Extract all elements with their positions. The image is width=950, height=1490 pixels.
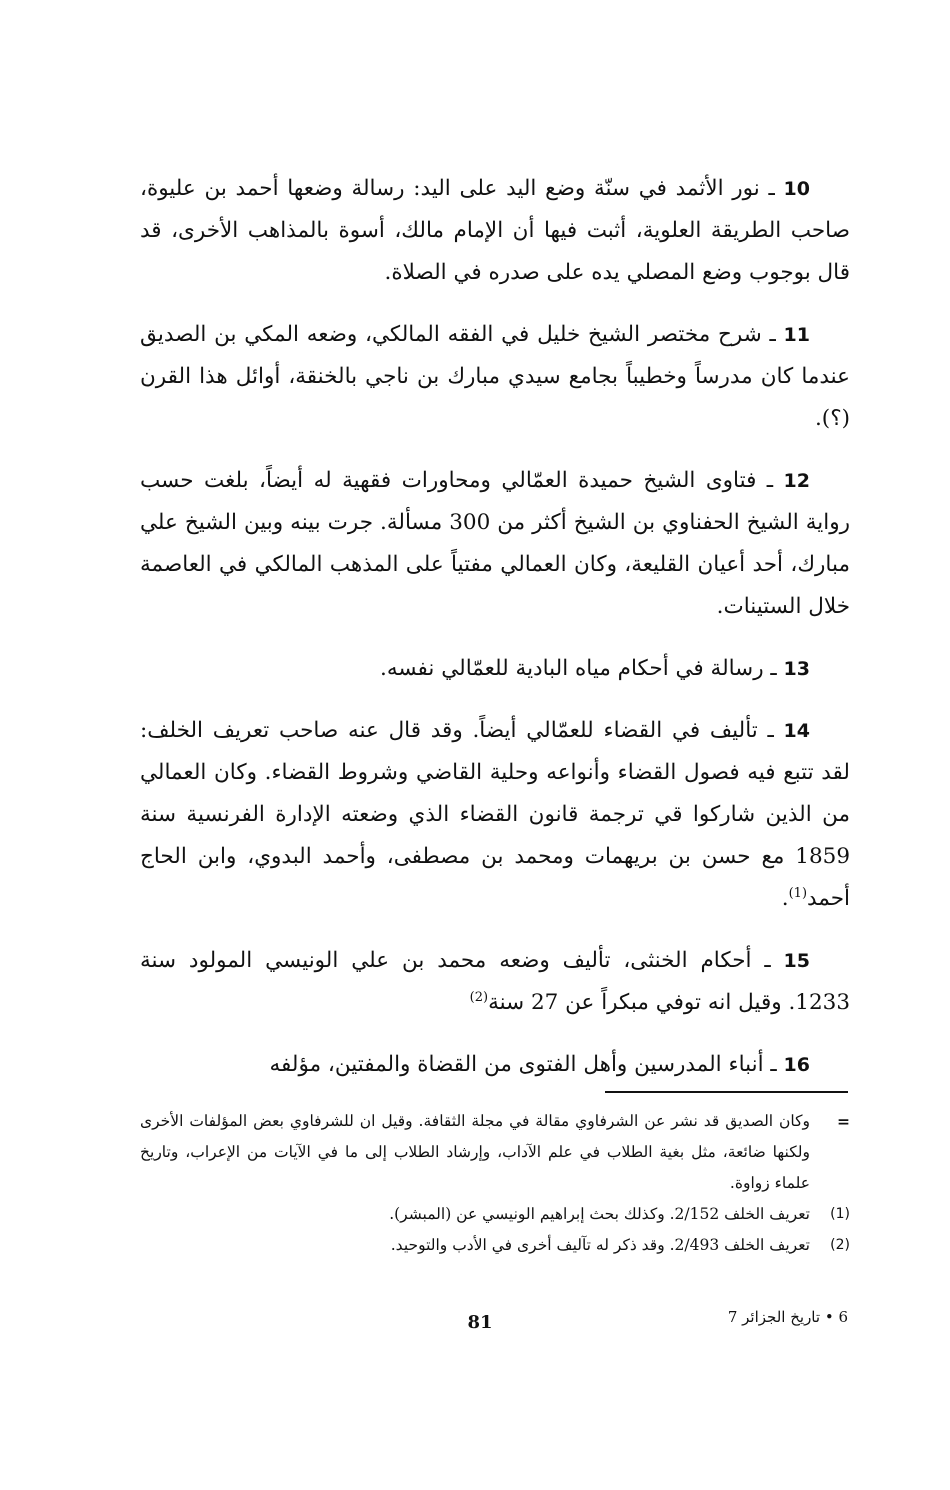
footnote-number: (2): [830, 1237, 850, 1253]
entry-text: ـ نور الأثمد في سنّة وضع اليد على اليد: رسالة وضعها أحمد بن عليوة، صاحب الطريقة العلوية، أثبت فيها أن الإمام مالك، أسوة بالمذاهب الأخرى، قد قال بوجوب وضع المصلي يده على صدره في الصلاة.: [140, 176, 850, 285]
main-text: [140, 168, 850, 1106]
entry-14: [140, 710, 850, 920]
entry-text: ـ شرح مختصر الشيخ خليل في الفقه المالكي، وضعه المكي بن الصديق عندما كان مدرساً وخطيباً بجامع سيدي مبارك بن ناجي بالخنقة، أوائل هذا القرن (؟).: [140, 322, 850, 431]
entry-11: [140, 314, 850, 440]
entry-10: [140, 168, 850, 294]
footnote-number: (1): [830, 1206, 850, 1222]
footnote-text: تعريف الخلف 2/152. وكذلك بحث إبراهيم الونيسي عن (المبشر).: [389, 1205, 810, 1223]
footnote-separator: [605, 1091, 848, 1093]
entry-number: 15: [783, 950, 810, 972]
entry-text: ـ تأليف في القضاء للعمّالي أيضاً. وقد قال عنه صاحب تعريف الخلف: لقد تتبع فيه فصول القضاء وأنواعه وحلية القاضي وشروط القضاء. وكان العمالي من الذين شاركوا قي ترجمة قانون القضاء الذي وضعته الإدارة الفرنسية سنة 1859 مع حسن بن بريهمات ومحمد بن مصطفى، وأحمد البدوي، وابن الحاج أحمد: [140, 718, 850, 911]
page-number: 81: [467, 1312, 493, 1333]
entry-12: [140, 460, 850, 628]
footnotes: [140, 1106, 850, 1261]
entry-number: 10: [783, 178, 810, 200]
entry-number: 12: [783, 470, 810, 492]
entry-15: [140, 940, 850, 1024]
print-signature: 6 • تاريخ الجزائر 7: [727, 1308, 848, 1326]
entry-text: ـ فتاوى الشيخ حميدة العمّالي ومحاورات فقهية له أيضاً، بلغت حسب رواية الشيخ الحفناوي بن الشيخ أكثر من 300 مسألة. جرت بينه وبين الشيخ علي مبارك، أحد أعيان القليعة، وكان العمالي مفتياً على المذهب المالكي في العاصمة خلال الستينات.: [140, 468, 850, 619]
entry-tail: .: [781, 886, 789, 911]
entry-16: [140, 1044, 850, 1086]
footnote-ref-2: (2): [469, 989, 489, 1005]
footnote-1: [140, 1199, 850, 1230]
entry-number: 13: [783, 658, 810, 680]
entry-number: 11: [783, 324, 810, 346]
footnote-text: تعريف الخلف 2/493. وقد ذكر له تآليف أخرى في الأدب والتوحيد.: [390, 1236, 810, 1254]
footnote-ref-1: (1): [788, 885, 808, 901]
continuation-text: وكان الصديق قد نشر عن الشرفاوي مقالة في مجلة الثقافة. وقيل ان للشرفاوي بعض المؤلفات الأخرى ولكنها ضائعة، مثل بغية الطلاب في علم الآداب، وإرشاد الطلاب إلى ما في الآيات من الإعراب، وتاريخ علماء زواوة.: [140, 1112, 810, 1192]
entry-text: ـ أنباء المدرسين وأهل الفتوى من القضاة والمفتين، مؤلفه: [269, 1052, 784, 1077]
entry-number: 16: [783, 1054, 810, 1076]
entry-text: ـ رسالة في أحكام مياه البادية للعمّالي نفسه.: [379, 656, 784, 681]
footnote-continuation: [140, 1106, 850, 1199]
footnote-2: [140, 1230, 850, 1261]
entry-number: 14: [783, 720, 810, 742]
entry-text: ـ أحكام الخنثى، تأليف وضعه محمد بن علي الونيسي المولود سنة 1233. وقيل انه توفي مبكراً عن 27 سنة: [140, 948, 850, 1015]
entry-13: [140, 648, 850, 690]
continuation-marker: =: [837, 1112, 850, 1131]
